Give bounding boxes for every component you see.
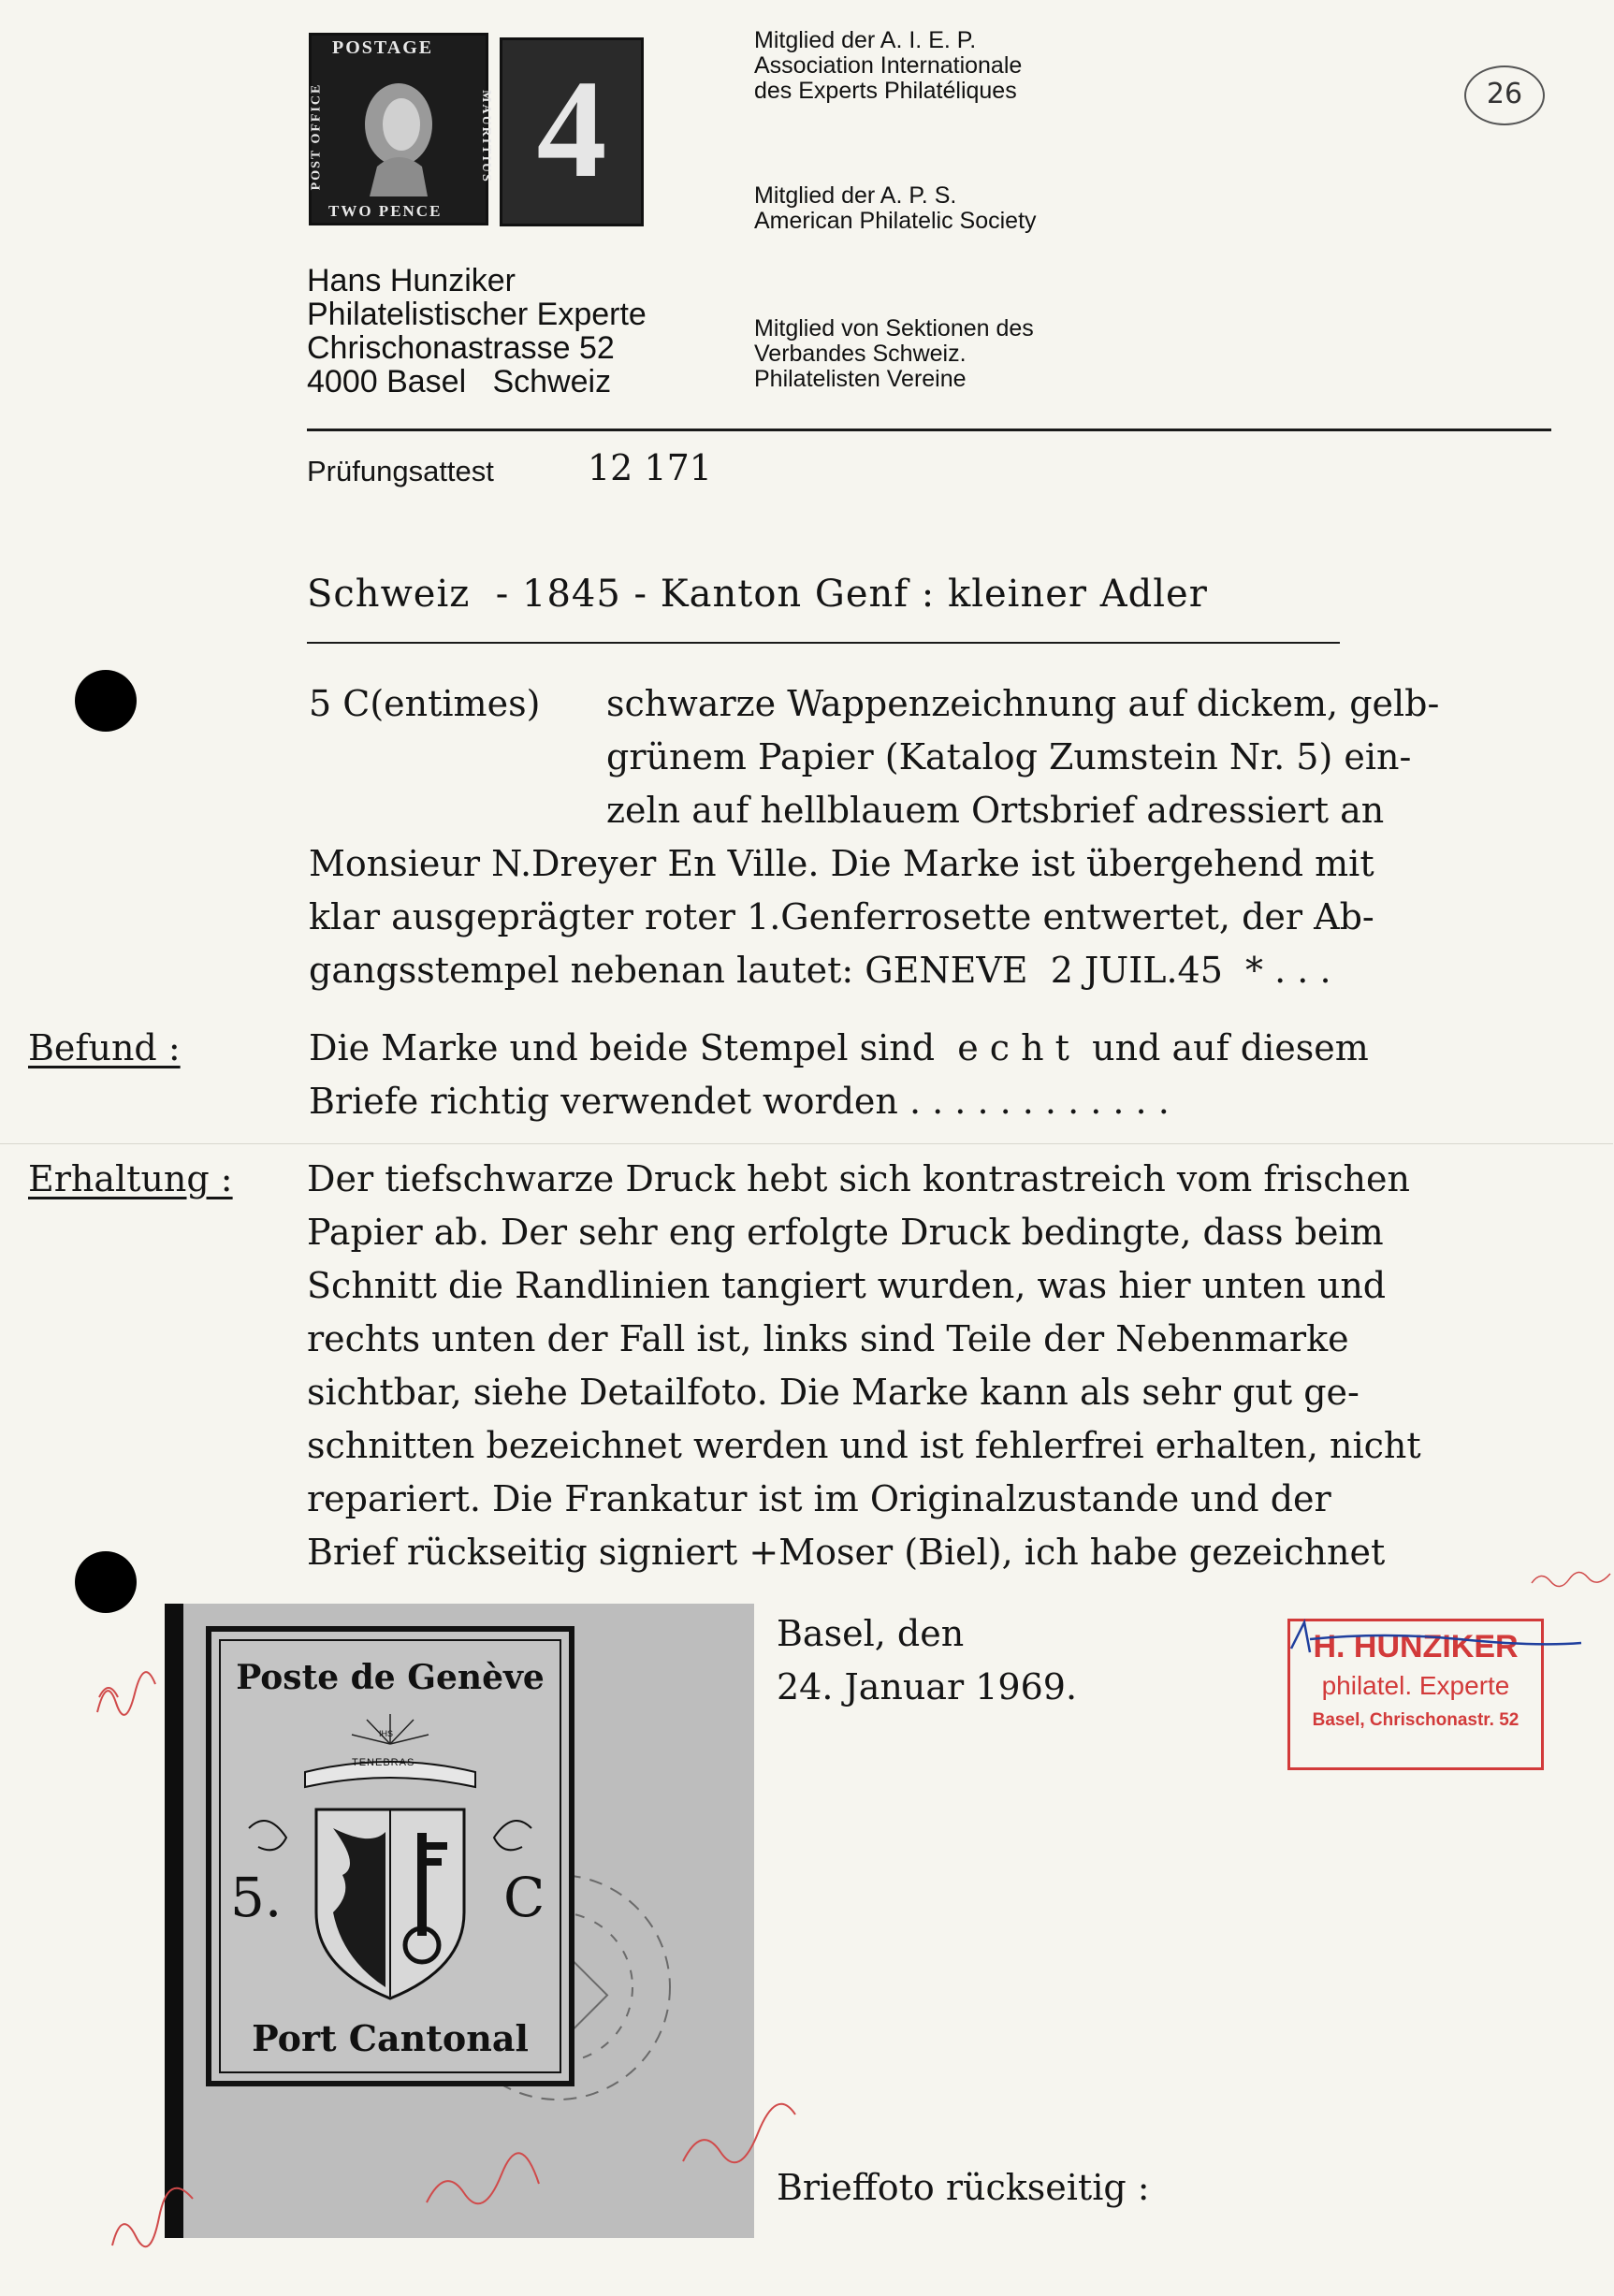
certificate-label: Prüfungsattest — [307, 455, 494, 487]
stamp-top-legend: Poste de Genève — [236, 1658, 545, 1697]
description-line-3: zeln auf hellblauem Ortsbrief adressiert an — [606, 790, 1385, 831]
description-lead: 5 C(entimes) — [309, 683, 541, 724]
erhaltung-line-4: rechts unten der Fall ist, links sind Teile der Nebenmarke — [307, 1318, 1349, 1359]
erhaltung-line-3: Schnitt die Randlinien tangiert wurden, was hier unten und — [307, 1265, 1387, 1306]
stamp-detail-photo — [165, 1604, 754, 2238]
punch-hole-top — [75, 670, 137, 732]
red-stamp-name: H. HUNZIKER — [1313, 1629, 1519, 1664]
fold-line — [0, 1143, 1613, 1144]
stamp-value-right: C — [503, 1866, 545, 1929]
queen-portrait-icon — [312, 36, 486, 223]
erhaltung-line-8: Brief rückseitig signiert +Moser (Biel), ich habe gezeichnet — [307, 1532, 1386, 1573]
stamp-bottom-text: TWO PENCE — [328, 202, 443, 220]
erhaltung-label: Erhaltung : — [28, 1158, 233, 1199]
subject-line: Schweiz - 1845 - Kanton Genf : kleiner Adler — [307, 573, 1208, 616]
description-line-1: schwarze Wappenzeichnung auf dickem, gelb- — [606, 683, 1440, 724]
punch-hole-bottom — [75, 1551, 137, 1613]
signature-scribble-bottom-left — [103, 2180, 206, 2264]
befund-label: Befund : — [28, 1027, 181, 1068]
signature-over-stamp — [1272, 1611, 1591, 1677]
signoff-place: Basel, den — [777, 1613, 965, 1654]
mauritius-stamp-image — [309, 33, 493, 225]
stamp-ribbon-text: TENEBRAS — [352, 1757, 415, 1768]
expert-name: Hans Hunziker — [307, 263, 516, 298]
stamp-left-text: POST OFFICE — [309, 82, 324, 191]
description-line-2: grünem Papier (Katalog Zumstein Nr. 5) ein- — [606, 736, 1412, 777]
erhaltung-line-1: Der tiefschwarze Druck hebt sich kontrastreich vom frischen — [307, 1158, 1410, 1199]
stamp-value-left: 5. — [230, 1866, 283, 1929]
erhaltung-line-6: schnitten bezeichnet werden und ist fehlerfrei erhalten, nicht — [307, 1425, 1421, 1466]
membership-sections: Mitglied von Sektionen des Verbandes Schweiz. Philatelisten Vereine — [754, 315, 1034, 392]
erhaltung-line-2: Papier ab. Der sehr eng erfolgte Druck bedingte, dass beim — [307, 1212, 1384, 1253]
membership-aps: Mitglied der A. P. S. American Philatelic Society — [754, 182, 1037, 234]
expert-title: Philatelistischer Experte — [307, 297, 647, 332]
page-mark-circle — [1464, 65, 1545, 125]
signature-scribble-photo — [165, 1604, 754, 2238]
header-divider — [307, 429, 1551, 431]
page-mark: 26 — [1486, 78, 1523, 110]
certificate-number: 12 171 — [588, 447, 712, 488]
stamp-right-text: MAURITIUS — [478, 90, 493, 183]
erhaltung-line-7: repariert. Die Frankatur ist im Originalzustande und der — [307, 1478, 1331, 1519]
stamp-value: 4 — [536, 51, 607, 207]
photo-caption: Brieffoto rückseitig : — [777, 2167, 1150, 2208]
expert-city: 4000 Basel Schweiz — [307, 364, 612, 400]
expert-street: Chrischonastrasse 52 — [307, 330, 615, 366]
expert-address — [307, 264, 647, 399]
signature-scribble-left — [90, 1656, 165, 1731]
signature-scribble-small — [1530, 1564, 1614, 1592]
signoff-date: 24. Januar 1969. — [777, 1666, 1078, 1707]
stamp-bottom-legend: Port Cantonal — [252, 2017, 529, 2059]
befund-line-1: Die Marke und beide Stempel sind e c h t und auf diesem — [309, 1027, 1369, 1068]
stamp-ihs: IHS — [379, 1729, 394, 1738]
membership-aiep: Mitglied der A. I. E. P. Association Internationale des Experts Philatéliques — [754, 27, 1023, 104]
description-line-4: Monsieur N.Dreyer En Ville. Die Marke ist übergehend mit — [309, 843, 1374, 884]
numeral-stamp-image — [500, 37, 644, 226]
description-line-5: klar ausgeprägter roter 1.Genferrosette entwertet, der Ab- — [309, 896, 1374, 937]
erhaltung-line-5: sichtbar, siehe Detailfoto. Die Marke kann als sehr gut ge- — [307, 1372, 1360, 1413]
stamp-top-text: POSTAGE — [332, 37, 434, 58]
befund-line-2: Briefe richtig verwendet worden . . . . . . . . . . . . — [309, 1081, 1170, 1122]
red-stamp-address: Basel, Chrischonastr. 52 — [1312, 1710, 1519, 1730]
subject-underline — [307, 642, 1340, 644]
description-line-6: gangsstempel nebenan lautet: GENEVE 2 JUIL.45 * . . . — [309, 950, 1331, 991]
red-stamp-title: philatel. Experte — [1321, 1671, 1510, 1700]
